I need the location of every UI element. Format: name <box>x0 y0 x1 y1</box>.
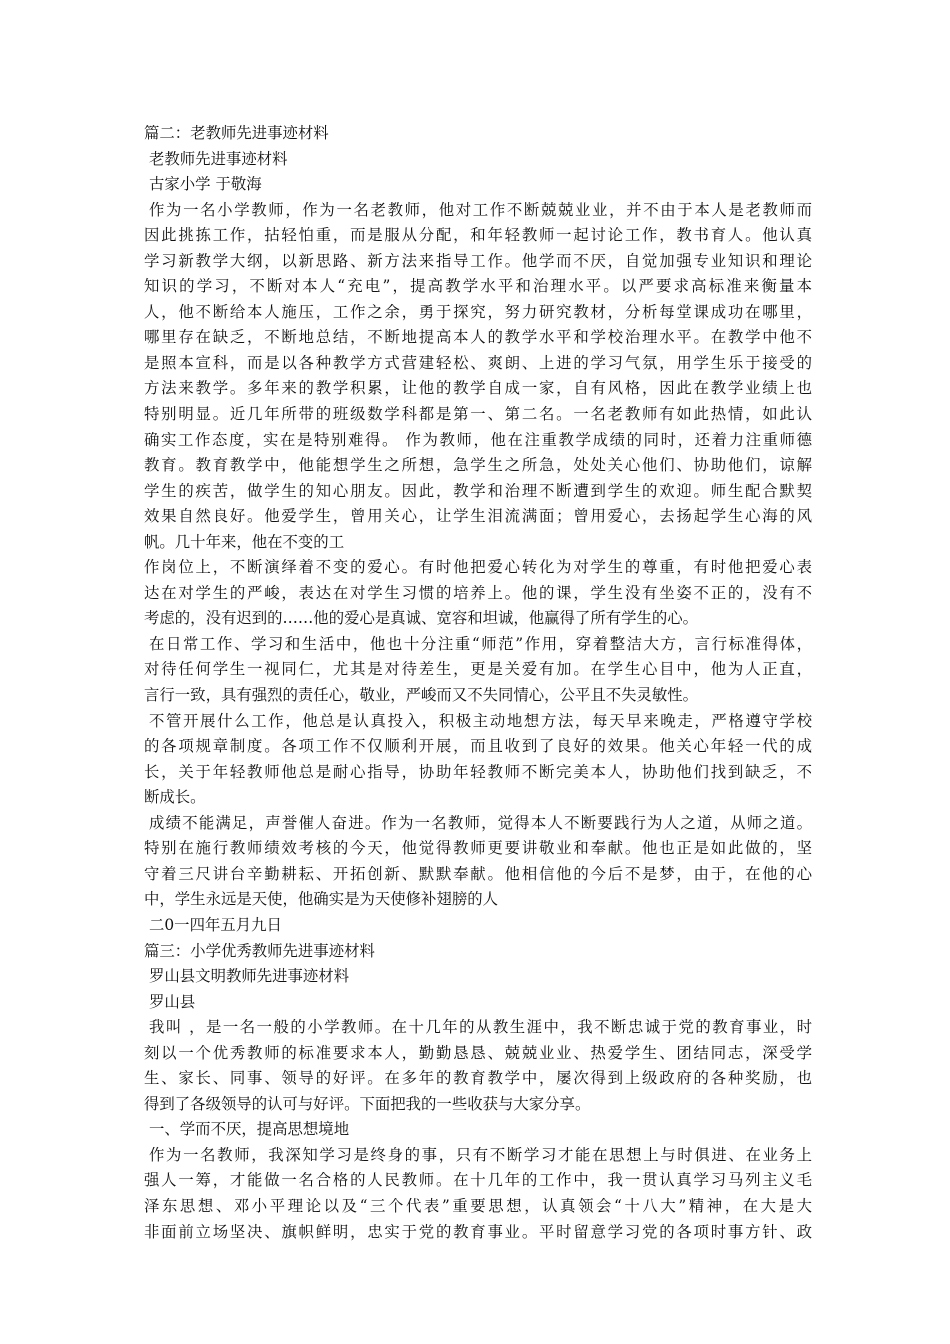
text-line: 学生的疾苦，做学生的知心朋友。因此，教学和治理不断遭到学生的欢迎。师生配合默契 <box>144 481 812 500</box>
text-line: 强人一筹，才能做一名合格的人民教师。在十几年的工作中，我一贯认真学习马列主义毛 <box>144 1171 812 1190</box>
text-line: 罗山县 <box>149 992 196 1011</box>
text-line: 断成长。 <box>144 788 206 807</box>
text-line: 作为一名小学教师，作为一名老教师，他对工作不断兢兢业业，并不由于本人是老教师而 <box>149 200 812 219</box>
text-line: 学习新教学大纲，以新思路、新方法来指导工作。他学而不厌，自觉加强专业知识和理论 <box>144 251 812 270</box>
text-line: 特别在施行教师绩效考核的今天，他觉得教师更要讲敬业和奉献。他也正是如此做的，坚 <box>144 839 812 858</box>
text-line: 作岗位上，不断演绎着不变的爱心。有时他把爱心转化为对学生的尊重，有时他把爱心表 <box>144 558 812 577</box>
text-line: 方法来教学。多年来的教学积累，让他的教学自成一家，自有风格，因此在教学业绩上也 <box>144 379 812 398</box>
text-line: 中，学生永远是天使，他确实是为天使修补翅膀的人 <box>144 890 498 909</box>
text-line: 考虑的，没有迟到的……他的爱心是真诚、宽容和坦诚，他赢得了所有学生的心。 <box>144 609 699 628</box>
text-line: 古家小学 于敬海 <box>149 175 262 194</box>
text-line: 教育。教育教学中，他能想学生之所想，急学生之所急，处处关心他们、协助他们，谅解 <box>144 456 812 475</box>
text-line: 达在对学生的严峻，表达在对学生习惯的培养上。他的课，学生没有坐姿不正的，没有不 <box>144 583 812 602</box>
text-line: 一、学而不厌，提高思想境地 <box>149 1120 350 1139</box>
text-line: 是照本宣科，而是以各种教学方式营建轻松、爽朗、上进的学习气氛，用学生乐于接受的 <box>144 353 812 372</box>
text-line: 的各项规章制度。各项工作不仅顺利开展，而且收到了良好的效果。他关心年轻一代的成 <box>144 737 812 756</box>
text-line: 守着三尺讲台辛勤耕耘、开拓创新、默默奉献。他相信他的今后不是梦，由于，在他的心 <box>144 864 812 883</box>
text-line: 在日常工作、学习和生活中，他也十分注重“师范”作用，穿着整洁大方，言行标准得体， <box>149 634 812 653</box>
text-line: 刻以一个优秀教师的标准要求本人，勤勤恳恳、兢兢业业、热爱学生、团结同志，深受学 <box>144 1043 812 1062</box>
text-line: 老教师先进事迹材料 <box>149 149 288 168</box>
text-line: 成绩不能满足，声誉催人奋进。作为一名教师，觉得本人不断要践行为人之道，从师之道。 <box>149 813 812 832</box>
text-line: 长，关于年轻教师他总是耐心指导，协助年轻教师不断完美本人，协助他们找到缺乏，不 <box>144 762 812 781</box>
text-line: 确实工作态度，实在是特别难得。 作为教师，他在注重教学成绩的同时，还着力注重师德 <box>144 430 812 449</box>
text-line: 效果自然良好。他爱学生，曾用关心，让学生泪流满面；曾用爱心，去扬起学生心海的风 <box>144 507 812 526</box>
text-line: 二0一四年五月九日 <box>149 915 282 934</box>
text-line: 人，他不断给本人施压，工作之余，勇于探究，努力研究教材，分析每堂课成功在哪里， <box>144 302 812 321</box>
text-line: 篇二：老教师先进事迹材料 <box>144 124 329 142</box>
text-line: 篇三：小学优秀教师先进事迹材料 <box>144 941 375 960</box>
text-line: 言行一致，具有强烈的责任心，敬业，严峻而又不失同情心，公平且不失灵敏性。 <box>144 686 699 705</box>
text-line: 哪里存在缺乏，不断地总结，不断地提高本人的教学水平和学校治理水平。在教学中他不 <box>144 328 812 347</box>
text-line: 得到了各级领导的认可与好评。下面把我的一些收获与大家分享。 <box>144 1094 591 1113</box>
document-page <box>144 121 812 1245</box>
text-line: 我叫 ，是一名一般的小学教师。在十几年的从教生涯中，我不断忠诚于党的教育事业，时 <box>149 1018 812 1037</box>
text-line: 帆。几十年来，他在不变的工 <box>144 532 345 551</box>
text-line: 不管开展什么工作，他总是认真投入，积极主动地想方法，每天早来晚走，严格遵守学校 <box>149 711 812 730</box>
text-line: 生、家长、同事、领导的好评。在多年的教育教学中，屡次得到上级政府的各种奖励，也 <box>144 1069 812 1088</box>
text-line: 知识的学习，不断对本人“充电”，提高教学水平和治理水平。以严要求高标准来衡量本 <box>144 277 812 296</box>
text-line: 特别明显。近几年所带的班级数学科都是第一、第二名。一名老教师有如此热情，如此认 <box>144 405 812 424</box>
text-line: 对待任何学生一视同仁，尤其是对待差生，更是关爱有加。在学生心目中，他为人正直， <box>144 660 812 679</box>
text-line: 作为一名教师，我深知学习是终身的事，只有不断学习才能在思想上与时俱进、在业务上 <box>149 1145 812 1164</box>
text-line: 非面前立场坚决、旗帜鲜明，忠实于党的教育事业。平时留意学习党的各项时事方针、政 <box>144 1222 812 1241</box>
text-line: 泽东思想、邓小平理论以及“三个代表”重要思想，认真领会“十八大”精神，在大是大 <box>144 1196 812 1215</box>
text-line: 罗山县文明教师先进事迹材料 <box>149 967 350 986</box>
text-line: 因此挑拣工作，拈轻怕重，而是服从分配，和年轻教师一起讨论工作，教书育人。他认真 <box>144 226 812 245</box>
